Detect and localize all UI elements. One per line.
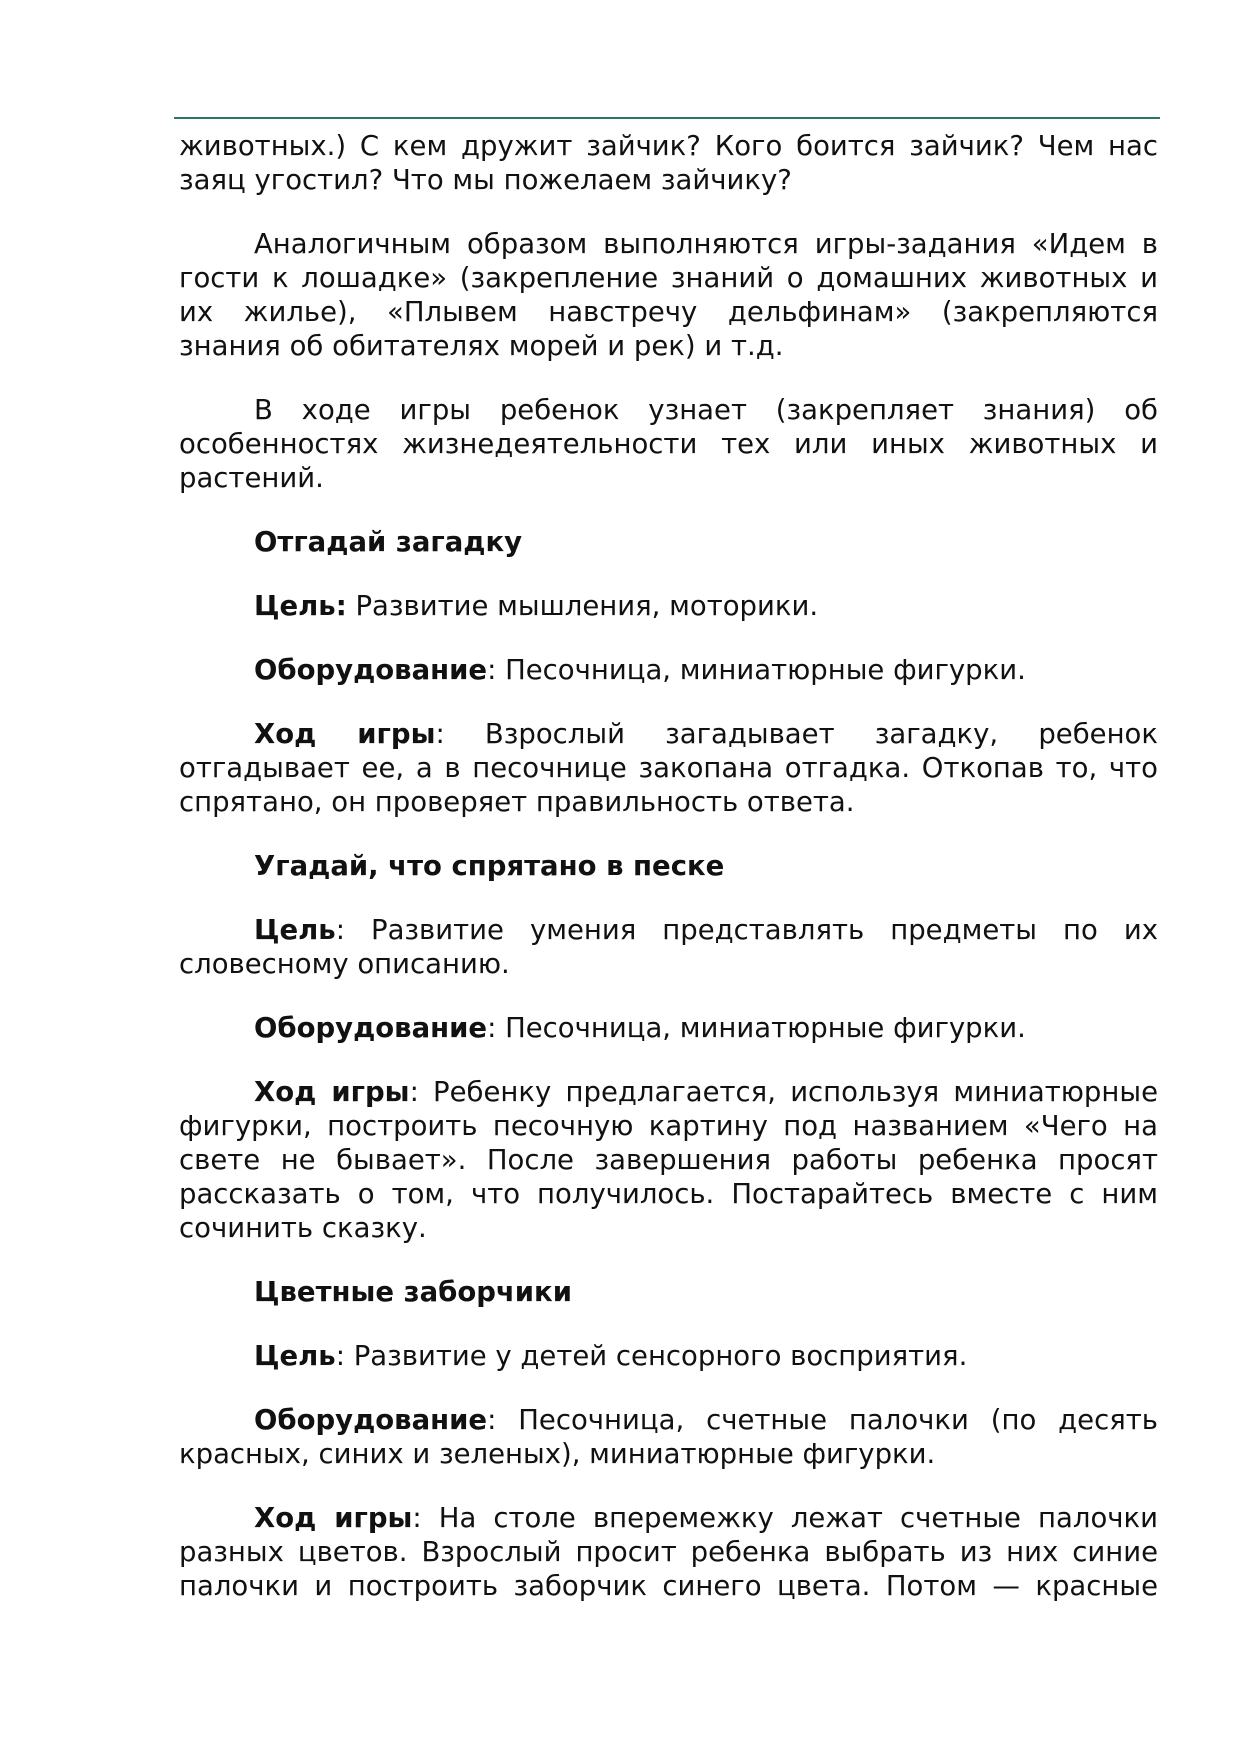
process-sep: : [409,1076,419,1108]
process-label: Ход игры [254,718,436,750]
game-process [179,1075,1158,1245]
equipment-text: Песочница, счетные палочки (по десять красных, синих и зеленых), миниатюрные фигурки. [179,1404,1158,1470]
equipment-label: Оборудование [254,1012,488,1044]
goal-sep: : [335,1340,345,1372]
process-text: Ребенку предлагается, используя миниатюрные фигурки, построить песочную картину под названием «Чего на свете не бывает». После завершения работы ребенка просят рассказать о том, что получилось. Постарайтесь вместе с ним сочинить сказку. [179,1076,1158,1244]
equipment-sep: : [487,1404,497,1436]
page-body [179,129,1158,1633]
goal-text: Развитие у детей сенсорного восприятия. [344,1340,968,1372]
game-equipment [179,653,1158,687]
equipment-label: Оборудование [254,654,488,686]
header-rule [174,117,1160,119]
goal-text: Развитие умения представлять предметы по их словесному описанию. [179,914,1158,980]
game-title: Угадай, что спрятано в песке [254,850,725,882]
process-sep: : [412,1502,422,1534]
game-goal [179,913,1158,981]
game-process [179,1501,1158,1603]
process-text: На столе вперемежку лежат счетные палочки разных цветов. Взрослый просит ребенка выбрать из них синие палочки и построить заборчик синего цвета. Потом — красные [179,1502,1159,1602]
goal-text: Развитие мышления, моторики. [346,590,819,622]
goal-label: Цель: [254,590,347,622]
process-sep: : [435,718,445,750]
game-goal [179,589,1158,623]
equipment-sep: : [487,654,497,686]
equipment-text: Песочница, миниатюрные фигурки. [496,1012,1026,1044]
intro-result: В ходе игры ребенок узнает (закрепляет знания) об особенностях жизнедеятельности тех или иных животных и растений. [179,394,1158,494]
equipment-sep: : [487,1012,497,1044]
equipment-label: Оборудование [254,1404,488,1436]
game-title: Цветные заборчики [254,1276,572,1308]
goal-label: Цель [254,914,336,946]
game-equipment [179,1403,1158,1471]
equipment-text: Песочница, миниатюрные фигурки. [496,654,1026,686]
process-text: Взрослый загадывает загадку, ребенок отгадывает ее, а в песочнице закопана отгадка. Откопав то, что спрятано, он проверяет правильность ответа. [179,718,1158,818]
goal-label: Цель [254,1340,336,1372]
process-label: Ход игры [254,1502,413,1534]
process-label: Ход игры [254,1076,410,1108]
game-title: Отгадай загадку [254,526,523,558]
game-process [179,717,1158,819]
game-goal [179,1339,1158,1373]
intro-continuation: животных.) С кем дружит зайчик? Кого боится зайчик? Чем нас заяц угостил? Что мы пожелаем зайчику? [179,130,1158,196]
goal-sep: : [335,914,345,946]
game-equipment [179,1011,1158,1045]
intro-similar-games: Аналогичным образом выполняются игры-задания «Идем в гости к лошадке» (закрепление знаний о домашних животных и их жилье), «Плывем навстречу дельфинам» (закрепляются знания об обитателях морей и рек) и т.д. [179,228,1158,362]
